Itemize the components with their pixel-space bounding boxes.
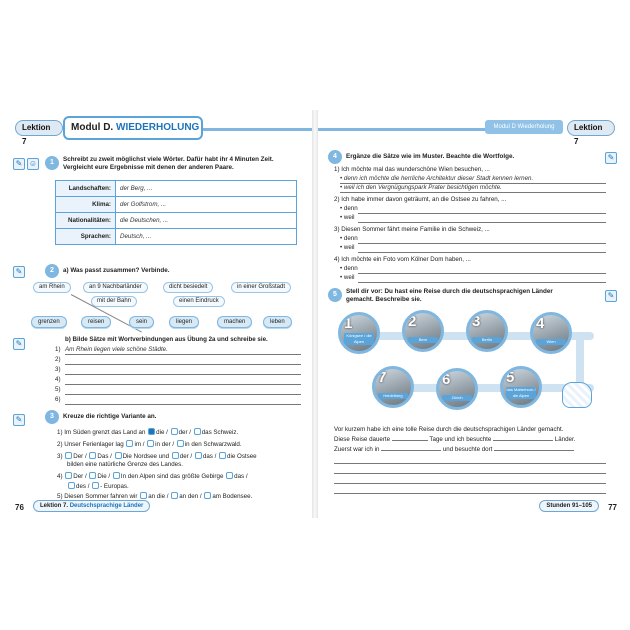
checkbox[interactable] (172, 452, 179, 459)
checkbox[interactable] (65, 472, 72, 479)
travel-stop[interactable] (500, 366, 542, 408)
checkbox[interactable] (68, 482, 75, 489)
line-number: 3) (55, 366, 61, 373)
stop-label: Königsee / die Alpen (344, 333, 374, 345)
answer-line[interactable] (65, 354, 301, 355)
phrase-chip[interactable]: einen Eindruck (173, 296, 225, 307)
writing-prompt: Vor kurzem habe ich eine tolle Reise durch die deutschsprachigen Länder gemacht. (334, 426, 564, 433)
task-number: 1 (45, 156, 59, 170)
writing-prompt (334, 436, 575, 444)
sentence-text: 1) Im Süden grenzt das Land an (57, 429, 146, 436)
example-answer: Am Rhein liegen viele schöne Städte. (65, 346, 168, 353)
task-instruction: b) Bilde Sätze mit Wortverbindungen aus Übung 2a und schreibe sie. (65, 336, 268, 343)
page-number: 76 (15, 503, 24, 512)
task-instruction: Ergänze die Sätze wie im Muster. Beachte die Wortfolge. (346, 153, 515, 160)
option-label: - Europas. (100, 483, 129, 490)
conjunction-label: • weil (340, 244, 355, 251)
verb-chip[interactable]: grenzen (31, 316, 67, 328)
exercise-sentence (57, 472, 248, 481)
line-number: 4) (55, 376, 61, 383)
pencil-icon: ✎ (13, 158, 25, 170)
checkbox[interactable] (204, 492, 211, 499)
option-label: Das / (97, 453, 112, 460)
footer-title: Deutschsprachige Länder (69, 503, 144, 509)
answer-line[interactable] (358, 282, 606, 283)
left-page (5, 110, 312, 518)
verb-chip[interactable]: sein (129, 316, 154, 328)
row-value[interactable]: Deutsch, ... (116, 229, 297, 245)
line-number: 1) (55, 346, 61, 353)
exercise-sentence: 1) Ich möchte mal das wunderschöne Wien besuchen, ... (334, 166, 490, 173)
task-4 (328, 150, 608, 164)
answer-line[interactable] (334, 483, 606, 484)
header-band (203, 128, 312, 131)
blank-field[interactable] (493, 440, 553, 441)
modul-heading (63, 116, 203, 140)
writing-prompt (334, 446, 574, 454)
lektion-tab: Lektion 7 (567, 120, 615, 136)
conjunction-label: • denn (340, 235, 358, 242)
prompt-text: und besuchte dort (442, 446, 493, 453)
conj-denn: denn (343, 205, 358, 212)
answer-line[interactable] (65, 394, 301, 395)
conjunction-label: • denn (340, 265, 358, 272)
stop-number: 2 (408, 313, 417, 330)
example-weil: weil ich den Vergnügungspark Prater besichtigen möchte. (343, 184, 502, 191)
option-label: in der / (155, 441, 175, 448)
checkbox[interactable] (65, 452, 72, 459)
blank-field[interactable] (392, 440, 428, 441)
sentence-text: 4) (57, 473, 63, 480)
answer-line[interactable] (358, 252, 606, 253)
sentence-text: 5) Diesen Sommer fahren wir (57, 493, 138, 500)
answer-line[interactable] (358, 273, 606, 274)
pencil-icon: ✎ (13, 414, 25, 426)
answer-line[interactable] (65, 364, 301, 365)
option-label: im / (134, 441, 145, 448)
checkbox[interactable] (171, 492, 178, 499)
verb-chip[interactable]: leben (263, 316, 292, 328)
stop-number: 4 (536, 315, 545, 332)
stop-label: Heidelberg (378, 393, 408, 399)
prompt-text: Zuerst war ich in (334, 446, 380, 453)
conjunction-label: • denn (340, 205, 358, 212)
row-value[interactable]: der Golfstrom, ... (116, 197, 297, 213)
task-instruction: Stell dir vor: Du hast eine Reise durch die deutschsprachigen Länder (346, 288, 553, 295)
word-table (55, 180, 297, 245)
task-number: 3 (45, 410, 59, 424)
answer-line[interactable] (65, 404, 301, 405)
table-row (56, 181, 297, 197)
checkbox[interactable] (89, 472, 96, 479)
answer-line[interactable] (358, 213, 606, 214)
checkbox[interactable] (171, 428, 178, 435)
option-label: die Ostsee (227, 453, 257, 460)
footer-bar (539, 500, 599, 512)
task-instruction: Kreuze die richtige Variante an. (63, 413, 157, 420)
row-value[interactable]: der Berg, ... (116, 181, 297, 197)
answer-line[interactable] (65, 374, 301, 375)
stop-number: 6 (442, 371, 451, 388)
pair-work-icon: ☺ (28, 159, 38, 168)
conjunction-label: • weil (340, 214, 355, 221)
elephant-mascot-icon (562, 382, 592, 408)
option-label: das / (234, 473, 248, 480)
stop-number: 3 (472, 313, 481, 330)
option-label: der / (179, 453, 193, 460)
task-type-icons (13, 158, 41, 170)
conj-denn: denn (343, 265, 358, 272)
option-label: in den Schwarzwald. (184, 441, 242, 448)
option-label: des / (76, 483, 90, 490)
pencil-icon: ✎ (13, 266, 25, 278)
verb-chip[interactable]: liegen (169, 316, 199, 328)
checkbox[interactable] (147, 440, 154, 447)
answer-line[interactable] (334, 463, 606, 464)
sentence-continuation: bilden eine natürliche Grenze des Landes. (67, 461, 183, 468)
stop-label: Zürich (442, 395, 472, 401)
exercise-sentence: 2) Ich habe immer davon geträumt, an die Ostsee zu fahren, ... (334, 196, 507, 203)
answer-line (340, 192, 606, 193)
answer-line[interactable] (334, 493, 606, 494)
travel-stop[interactable] (436, 368, 478, 410)
modul-title: WIEDERHOLUNG (116, 122, 200, 133)
conj-denn: denn (343, 235, 358, 242)
lektion-tab: Lektion 7 (15, 120, 63, 136)
modul-prefix: Modul D. (71, 122, 114, 133)
travel-stop[interactable] (530, 312, 572, 354)
row-label: Sprachen: (56, 229, 116, 245)
answer-line[interactable] (358, 222, 606, 223)
task-1 (45, 156, 305, 172)
checkbox[interactable] (89, 452, 96, 459)
checkbox[interactable] (115, 452, 122, 459)
phrase-chip[interactable]: am Rhein (33, 282, 71, 293)
phrase-chip[interactable]: an 9 Nachbarländer (83, 282, 148, 293)
option-label: die / (156, 429, 168, 436)
verb-chip[interactable]: reisen (81, 316, 111, 328)
task-3 (45, 410, 305, 424)
task-2a (45, 264, 305, 278)
task-number: 2 (45, 264, 59, 278)
answer-line[interactable] (65, 384, 301, 385)
example-answer: • denn ich möchte die herrliche Architektur dieser Stadt kennen lernen. (340, 175, 534, 182)
header-band (318, 128, 508, 131)
option-label: an die / (148, 493, 169, 500)
blank-field[interactable] (381, 450, 441, 451)
phrase-chip[interactable]: in einer Großstadt (231, 282, 291, 293)
checkbox[interactable] (140, 492, 147, 499)
textbook-spread (5, 110, 625, 518)
line-number: 5) (55, 386, 61, 393)
travel-stop[interactable] (466, 310, 508, 352)
stop-number: 1 (344, 315, 353, 332)
sentence-text: 3) (57, 453, 63, 460)
task-instruction: Schreibt zu zweit möglichst viele Wörter. Dafür habt ihr 4 Minuten Zeit. (63, 156, 274, 163)
conj-weil: weil (343, 274, 355, 281)
checkbox[interactable] (148, 428, 155, 435)
task-instruction: Vergleicht eure Ergebnisse mit denen der anderen Paare. (63, 164, 234, 171)
travel-stop[interactable] (372, 366, 414, 408)
sentence-text: 2) Unser Ferienlager lag (57, 441, 124, 448)
task-number: 5 (328, 288, 342, 302)
checkbox[interactable] (194, 428, 201, 435)
answer-line[interactable] (358, 243, 606, 244)
checkbox[interactable] (177, 440, 184, 447)
checkbox[interactable] (113, 472, 120, 479)
verb-chip[interactable]: machen (217, 316, 252, 328)
travel-stop[interactable] (338, 312, 380, 354)
exercise-sentence (57, 428, 238, 437)
row-value[interactable]: die Deutschen, ... (116, 213, 297, 229)
exercise-sentence: 4) Ich möchte ein Foto vom Kölner Dom haben, ... (334, 256, 471, 263)
prompt-text: Länder. (554, 436, 576, 443)
exercise-sentence (57, 452, 257, 461)
stop-label: Wien (536, 339, 566, 345)
task-instruction: a) Was passt zusammen? Verbinde. (63, 267, 170, 274)
footer-lektion: Lektion 7. (40, 503, 69, 509)
option-label: das / (202, 453, 217, 460)
option-label: Der / (73, 453, 87, 460)
prompt-text: Diese Reise dauerte (334, 436, 391, 443)
option-label: In den Alpen sind das größte Gebirge (120, 473, 224, 480)
exercise-sentence: 3) Diesen Sommer fährt meine Familie in die Schweiz, ... (334, 226, 490, 233)
table-row (56, 213, 297, 229)
line-number: 2) (55, 356, 61, 363)
option-label: an den / (179, 493, 202, 500)
option-label: am Bodensee. (212, 493, 253, 500)
task-number: 4 (328, 150, 342, 164)
stop-label: Berlin (472, 337, 502, 343)
stop-label: das Matterhorn / die Alpen (506, 387, 536, 398)
checkbox[interactable] (226, 472, 233, 479)
task-instruction: gemacht. Beschreibe sie. (346, 296, 422, 303)
table-row (56, 197, 297, 213)
stop-label: Bern (408, 337, 438, 343)
modul-tag: Modul D Wiederholung (485, 120, 563, 134)
option-label: Der / (73, 473, 87, 480)
right-page (318, 110, 625, 518)
footer-bar (33, 500, 150, 512)
line-number: 6) (55, 396, 61, 403)
stop-number: 7 (378, 369, 387, 386)
option-label: Die Nordsee und (122, 453, 170, 460)
exercise-sentence (67, 482, 129, 491)
option-label: Die / (97, 473, 111, 480)
pencil-icon: ✎ (605, 290, 617, 302)
page-number: 77 (608, 503, 617, 512)
row-label: Landschaften: (56, 181, 116, 197)
row-label: Klima: (56, 197, 116, 213)
checkbox[interactable] (92, 482, 99, 489)
option-label: das Schweiz. (201, 429, 239, 436)
exercise-sentence (57, 440, 242, 449)
blank-field[interactable] (494, 450, 574, 451)
task-5 (328, 288, 598, 304)
checkbox[interactable] (219, 452, 226, 459)
checkbox[interactable] (126, 440, 133, 447)
footer-title: Stunden 91–105 (546, 503, 592, 509)
option-label: der / (178, 429, 191, 436)
travel-stop[interactable] (402, 310, 444, 352)
answer-line[interactable] (334, 473, 606, 474)
example-answer: • weil ich den Vergnügungspark Prater besichtigen möchte. (340, 184, 502, 191)
conj-weil: weil (343, 244, 355, 251)
phrase-chip[interactable]: dicht besiedelt (163, 282, 213, 293)
conjunction-label: • weil (340, 274, 355, 281)
phrase-chip[interactable]: mit der Bahn (91, 296, 137, 307)
example-denn: denn ich möchte die herrliche Architektur dieser Stadt kennen lernen. (343, 175, 534, 182)
table-row (56, 229, 297, 245)
pencil-icon: ✎ (605, 152, 617, 164)
prompt-text: Tage und ich besuchte (429, 436, 492, 443)
checkbox[interactable] (195, 452, 202, 459)
row-label: Nationalitäten: (56, 213, 116, 229)
conj-weil: weil (343, 214, 355, 221)
stop-number: 5 (506, 369, 515, 386)
pencil-icon: ✎ (13, 338, 25, 350)
